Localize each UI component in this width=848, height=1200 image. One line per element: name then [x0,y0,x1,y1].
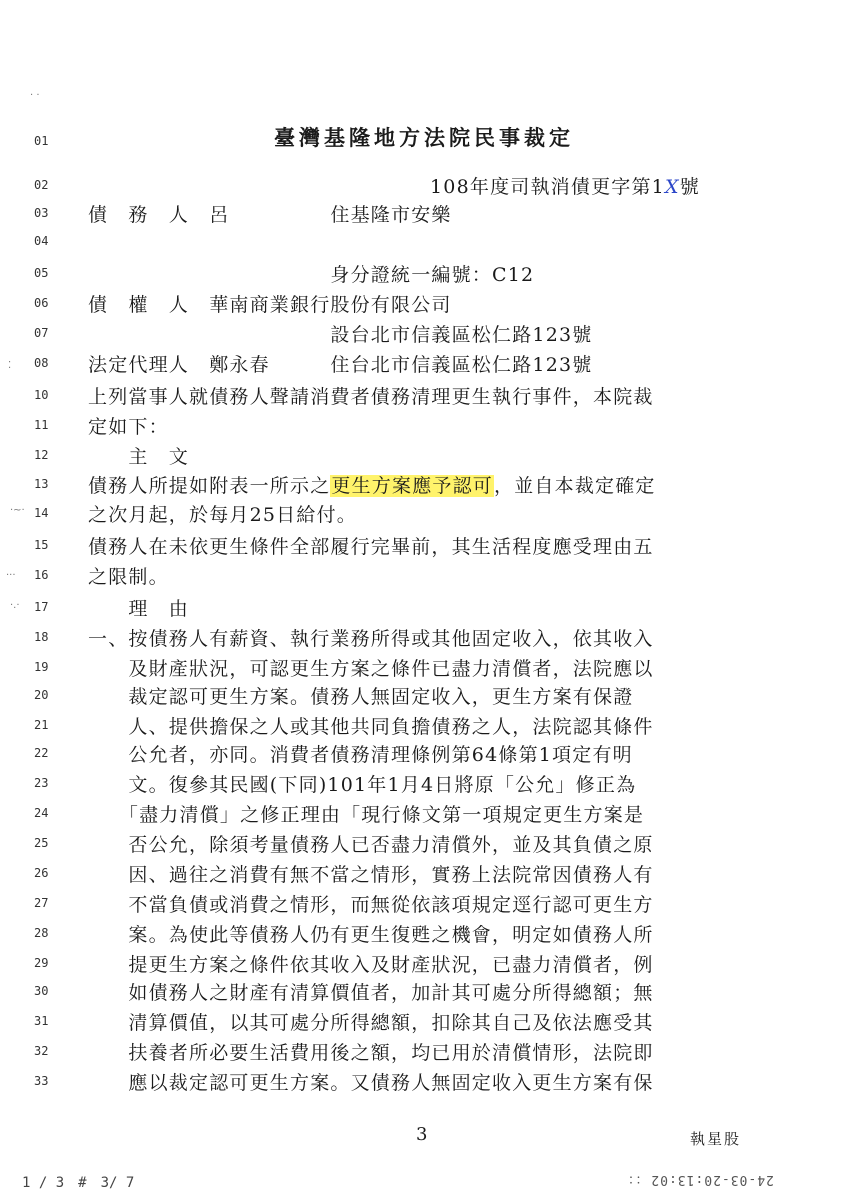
line-number: 33 [34,1074,49,1088]
line-text: 不當負債或消費之情形，而無從依該項規定逕行認可更生方 [88,894,654,916]
line-number: 03 [34,206,49,220]
line-13 [0,469,848,499]
line-number: 32 [34,1044,49,1058]
line-number: 04 [34,234,49,248]
line-number: 01 [34,134,49,148]
handwritten-mark: X [664,176,680,198]
line-12 [0,440,848,470]
line-text: 應以裁定認可更生方案。又債務人無固定收入更生方案有保 [88,1072,654,1094]
line-text: 清算價值，以其可處分所得總額，扣除其自己及依法應受其 [88,1012,654,1034]
line-number: 29 [34,956,49,970]
line-05 [0,258,848,288]
case-number-suffix: 號 [679,176,700,198]
document-title: 臺灣基隆地方法院民事裁定 [274,125,574,150]
scan-speck: ·~· [10,505,25,516]
line-text: 債 務 人 呂 住基隆市安樂 [88,204,452,226]
line-number: 27 [34,896,49,910]
line-text: 主 文 [88,446,190,468]
line-23 [0,768,848,798]
line-28 [0,918,848,948]
line-text: 理 由 [88,598,190,620]
scan-speck: ⁚ [8,360,12,371]
line-number: 26 [34,866,49,880]
line-number: 12 [34,448,49,462]
line-text [88,471,656,498]
line-number: 17 [34,600,49,614]
line-number: 25 [34,836,49,850]
line-16 [0,560,848,590]
line-number: 31 [34,1014,49,1028]
line-33 [0,1066,848,1096]
line-22 [0,738,848,768]
line-number: 07 [34,326,49,340]
line-number: 21 [34,718,49,732]
line-text: 債務人在未依更生條件全部履行完畢前，其生活程度應受理由五 [88,536,654,558]
line-06 [0,288,848,318]
page-number: 3 [416,1124,428,1145]
line-20 [0,680,848,710]
line-26 [0,858,848,888]
scan-speck: ·.· [10,600,20,611]
line-text: 如債務人之財產有清算價值者，加計其可處分所得總額；無 [88,982,654,1004]
line-number: 11 [34,418,49,432]
line-text: 設台北市信義區松仁路123號 [88,324,593,346]
line-text: 及財產狀況，可認更生方案之條件已盡力清償者，法院應以 [88,658,654,680]
line-14 [0,498,848,528]
order-text-after: ，並自本裁定確定 [494,475,656,497]
line-number: 14 [34,506,49,520]
line-text: 之次月起，於每月25日給付。 [88,504,357,526]
scan-speck: ··· [6,570,16,581]
highlighted-text: 更生方案應予認可 [331,475,494,497]
line-02 [0,170,848,200]
line-number: 06 [34,296,49,310]
line-29 [0,948,848,978]
line-text: 上列當事人就債務人聲請消費者債務清理更生執行事件，本院裁 [88,386,654,408]
line-number: 13 [34,477,49,491]
line-18 [0,622,848,652]
scan-stamp-left: 1 / 3 # 3/ 7 [22,1175,135,1191]
line-24 [0,798,848,828]
line-text: 否公允，除須考量債務人已否盡力清償外，並及其負債之原 [88,834,654,856]
line-30 [0,976,848,1006]
line-21 [0,710,848,740]
line-08 [0,348,848,378]
line-17 [0,592,848,622]
line-text: 債 權 人 華南商業銀行股份有限公司 [88,294,452,316]
line-text: 人、提供擔保之人或其他共同負擔債務之人，法院認其條件 [88,716,654,738]
line-07 [0,318,848,348]
line-number: 18 [34,630,49,644]
scan-speck: · · [30,90,40,101]
line-number: 20 [34,688,49,702]
line-text: 一、按債務人有薪資、執行業務所得或其他固定收入，依其收入 [88,628,654,650]
line-text: 之限制。 [88,566,169,588]
line-27 [0,888,848,918]
line-number: 10 [34,388,49,402]
line-11 [0,410,848,440]
line-number: 23 [34,776,49,790]
line-text: 定如下： [88,416,169,438]
line-number: 05 [34,266,49,280]
line-10 [0,380,848,410]
section-label: 執星股 [690,1130,742,1148]
line-text: 案。為使此等債務人仍有更生復甦之機會，明定如債務人所 [88,924,654,946]
line-number: 28 [34,926,49,940]
case-number [430,172,700,199]
line-text: 扶養者所必要生活費用後之額，均已用於清償情形，法院即 [88,1042,654,1064]
line-text: 法定代理人 鄭永春 住台北市信義區松仁路123號 [88,354,593,376]
line-15 [0,530,848,560]
line-text: 因、過往之消費有無不當之情形，實務上法院常因債務人有 [88,864,654,886]
line-number: 22 [34,746,49,760]
line-text: 裁定認可更生方案。債務人無固定收入，更生方案有保證 [88,686,634,708]
line-25 [0,828,848,858]
line-text: 「盡力清償」之修正理由「現行條文第一項規定更生方案是 [88,804,645,826]
line-number: 08 [34,356,49,370]
line-32 [0,1036,848,1066]
line-text: 文。復參其民國(下同)101年1月4日將原「公允」修正為 [88,774,637,796]
line-number: 02 [34,178,49,192]
case-number-prefix: 108年度司執消債更字第1 [430,176,665,198]
line-text: 身分證統一編號：C12 [88,264,535,286]
line-31 [0,1006,848,1036]
line-03 [0,198,848,228]
line-number: 15 [34,538,49,552]
line-number: 19 [34,660,49,674]
timestamp-stamp: 24-03-20:13:02 ：： [620,1172,774,1187]
line-text: 提更生方案之條件依其收入及財產狀況，已盡力清償者，例 [88,954,654,976]
order-text-before: 債務人所提如附表一所示之 [88,475,331,497]
line-04 [0,226,848,256]
line-number: 16 [34,568,49,582]
line-number: 30 [34,984,49,998]
line-number: 24 [34,806,49,820]
line-19 [0,652,848,682]
line-text: 公允者，亦同。消費者債務清理條例第64條第1項定有明 [88,744,633,766]
